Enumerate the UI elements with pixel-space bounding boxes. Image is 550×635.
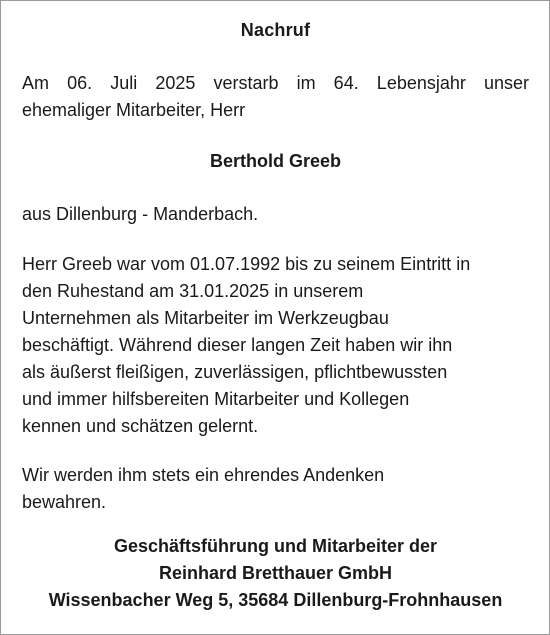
notice-title: Nachruf — [240, 20, 311, 40]
career-line: und immer hilfsbereiten Mitarbeiter und Kollegen — [22, 389, 410, 409]
signature-block — [22, 533, 529, 614]
career-line: Unternehmen als Mitarbeiter im Werkzeugbau — [22, 308, 389, 328]
closing-line: Wir werden ihm stets ein ehrendes Andenken — [22, 465, 385, 485]
intro-paragraph — [22, 70, 529, 124]
career-line: kennen und schätzen gelernt. — [22, 416, 259, 436]
signature-line: Reinhard Bretthauer GmbH — [158, 563, 393, 583]
career-line: den Ruhestand am 31.01.2025 in unserem — [22, 281, 364, 301]
intro-line: ehemaliger Mitarbeiter, Herr — [22, 100, 246, 120]
closing-line: bewahren. — [22, 492, 107, 512]
origin-line: aus Dillenburg - Manderbach. — [22, 204, 259, 224]
intro-line: Am 06. Juli 2025 verstarb im 64. Lebensjahr unser — [22, 73, 529, 93]
career-line: Herr Greeb war vom 01.07.1992 bis zu seinem Eintritt in — [22, 254, 471, 274]
deceased-name: Berthold Greeb — [209, 151, 342, 171]
signature-line: Wissenbacher Weg 5, 35684 Dillenburg-Frohnhausen — [48, 590, 503, 610]
signature-line: Geschäftsführung und Mitarbeiter der — [113, 536, 438, 556]
career-paragraph — [22, 251, 529, 440]
career-line: beschäftigt. Während dieser langen Zeit haben wir ihn — [22, 335, 453, 355]
closing-paragraph — [22, 462, 529, 516]
career-line: als äußerst fleißigen, zuverlässigen, pflichtbewussten — [22, 362, 448, 382]
